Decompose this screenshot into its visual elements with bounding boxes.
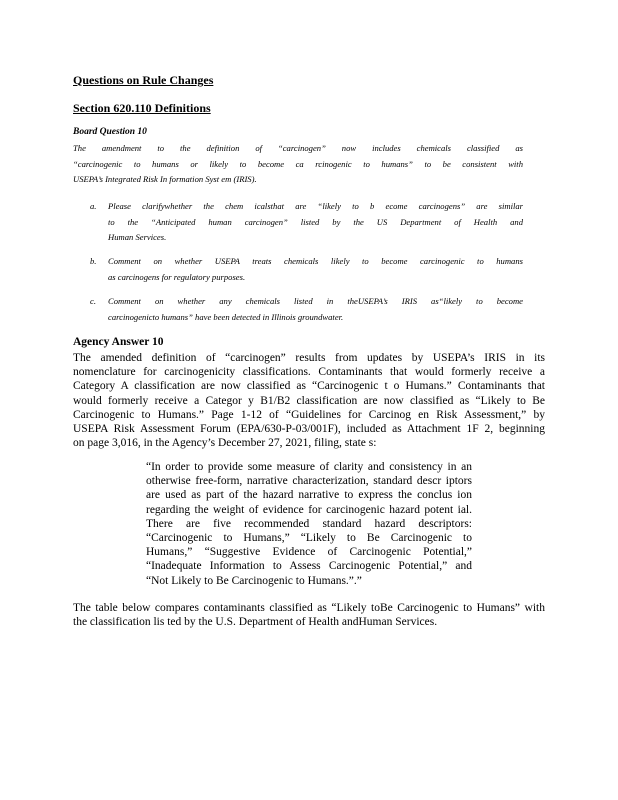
item-letter: c. bbox=[90, 296, 96, 306]
item-line: to the “Anticipated human carcinogen” listed by the US Department of Health and bbox=[108, 216, 523, 227]
questions-heading: Questions on Rule Changes bbox=[73, 73, 214, 87]
section-heading: Section 620.110 Definitions bbox=[73, 101, 211, 115]
item-letter: a. bbox=[90, 201, 97, 211]
table-intro-paragraph bbox=[73, 601, 545, 629]
item-line: Comment on whether USEPA treats chemicals likely to become carcinogenic to humans bbox=[108, 256, 523, 266]
item-line: carcinogenicto humans” have been detected in Illinois groundwater. bbox=[108, 311, 344, 322]
answer-line: would formerly receive a Categor y B1/B2 classification are now classified as “Likely to Be bbox=[73, 394, 545, 407]
board-question-label: Board Question 10 bbox=[73, 127, 147, 137]
board-question-text bbox=[73, 141, 523, 188]
quote-line: regarding the weight of evidence for carcinogenic hazard potent ial. bbox=[146, 503, 472, 516]
agency-answer-paragraph bbox=[73, 351, 545, 450]
board-line: USEPA’s Integrated Risk In formation Syst em (IRIS). bbox=[73, 174, 257, 184]
answer-line: on page 3,016, in the Agency’s December 27, 2021, filing, state s: bbox=[73, 437, 377, 450]
quote-line: “In order to provide some measure of clarity and consistency in an bbox=[146, 461, 472, 473]
quote-line: are used as part of the hazard narrative to express the conclus ion bbox=[146, 489, 472, 502]
item-line: as carcinogens for regulatory purposes. bbox=[108, 271, 246, 282]
answer-line: nomenclature for carcinogenicity classifications. Contaminants that would formerly receive a bbox=[73, 366, 545, 379]
item-letter: b. bbox=[90, 256, 97, 266]
board-line: The amendment to the definition of “carcinogen” now includes chemicals classified as bbox=[73, 143, 523, 153]
item-line: Human Services. bbox=[108, 232, 167, 242]
agency-answer-label: Agency Answer 10 bbox=[73, 336, 164, 348]
answer-line: Category A classification are now classified as “Carcinogenic t o Humans.” Contaminants that bbox=[73, 380, 545, 393]
board-line: “carcinogenic to humans or likely to become ca rcinogenic to humans” to be consistent with bbox=[73, 158, 523, 169]
block-quote bbox=[146, 460, 472, 588]
quote-line: Humans,” “Suggestive Evidence of Carcinogenic Potential,” bbox=[146, 546, 472, 559]
item-line: Comment on whether any chemicals listed in theUSEPA’s IRIS as“likely to become bbox=[108, 296, 523, 306]
table-intro-line: The table below compares contaminants classified as “Likely toBe Carcinogenic to Humans” with bbox=[73, 602, 545, 614]
answer-line: The amended definition of “carcinogen” results from updates by USEPA’s IRIS in its bbox=[73, 352, 545, 364]
answer-line: Carcinogenic to Humans.” Page 1-12 of “Guidelines for Carcinog en Risk Assessment,” by bbox=[73, 408, 545, 421]
table-intro-line: the classification lis ted by the U.S. Department of Health andHuman Services. bbox=[73, 616, 438, 629]
answer-line: USEPA Risk Assessment Forum (EPA/630-P-03/001F), included as Attachment 1F 2, beginning bbox=[73, 423, 545, 436]
quote-line: “Carcinogenic to Humans,” “Likely to Be Carcinogenic to bbox=[146, 532, 472, 545]
quote-line: “Not Likely to Be Carcinogenic to Humans.”.” bbox=[146, 574, 362, 587]
quote-line: “Inadequate Information to Assess Carcinogenic Potential,” and bbox=[146, 560, 472, 573]
quote-line: There are five recommended standard hazard descriptors: bbox=[146, 517, 472, 530]
quote-line: otherwise free-form, narrative characterization, standard descr iptors bbox=[146, 475, 472, 488]
item-line: Please clarifywhether the chem icalsthat are “likely to b ecome carcinogens” are similar bbox=[108, 201, 523, 211]
